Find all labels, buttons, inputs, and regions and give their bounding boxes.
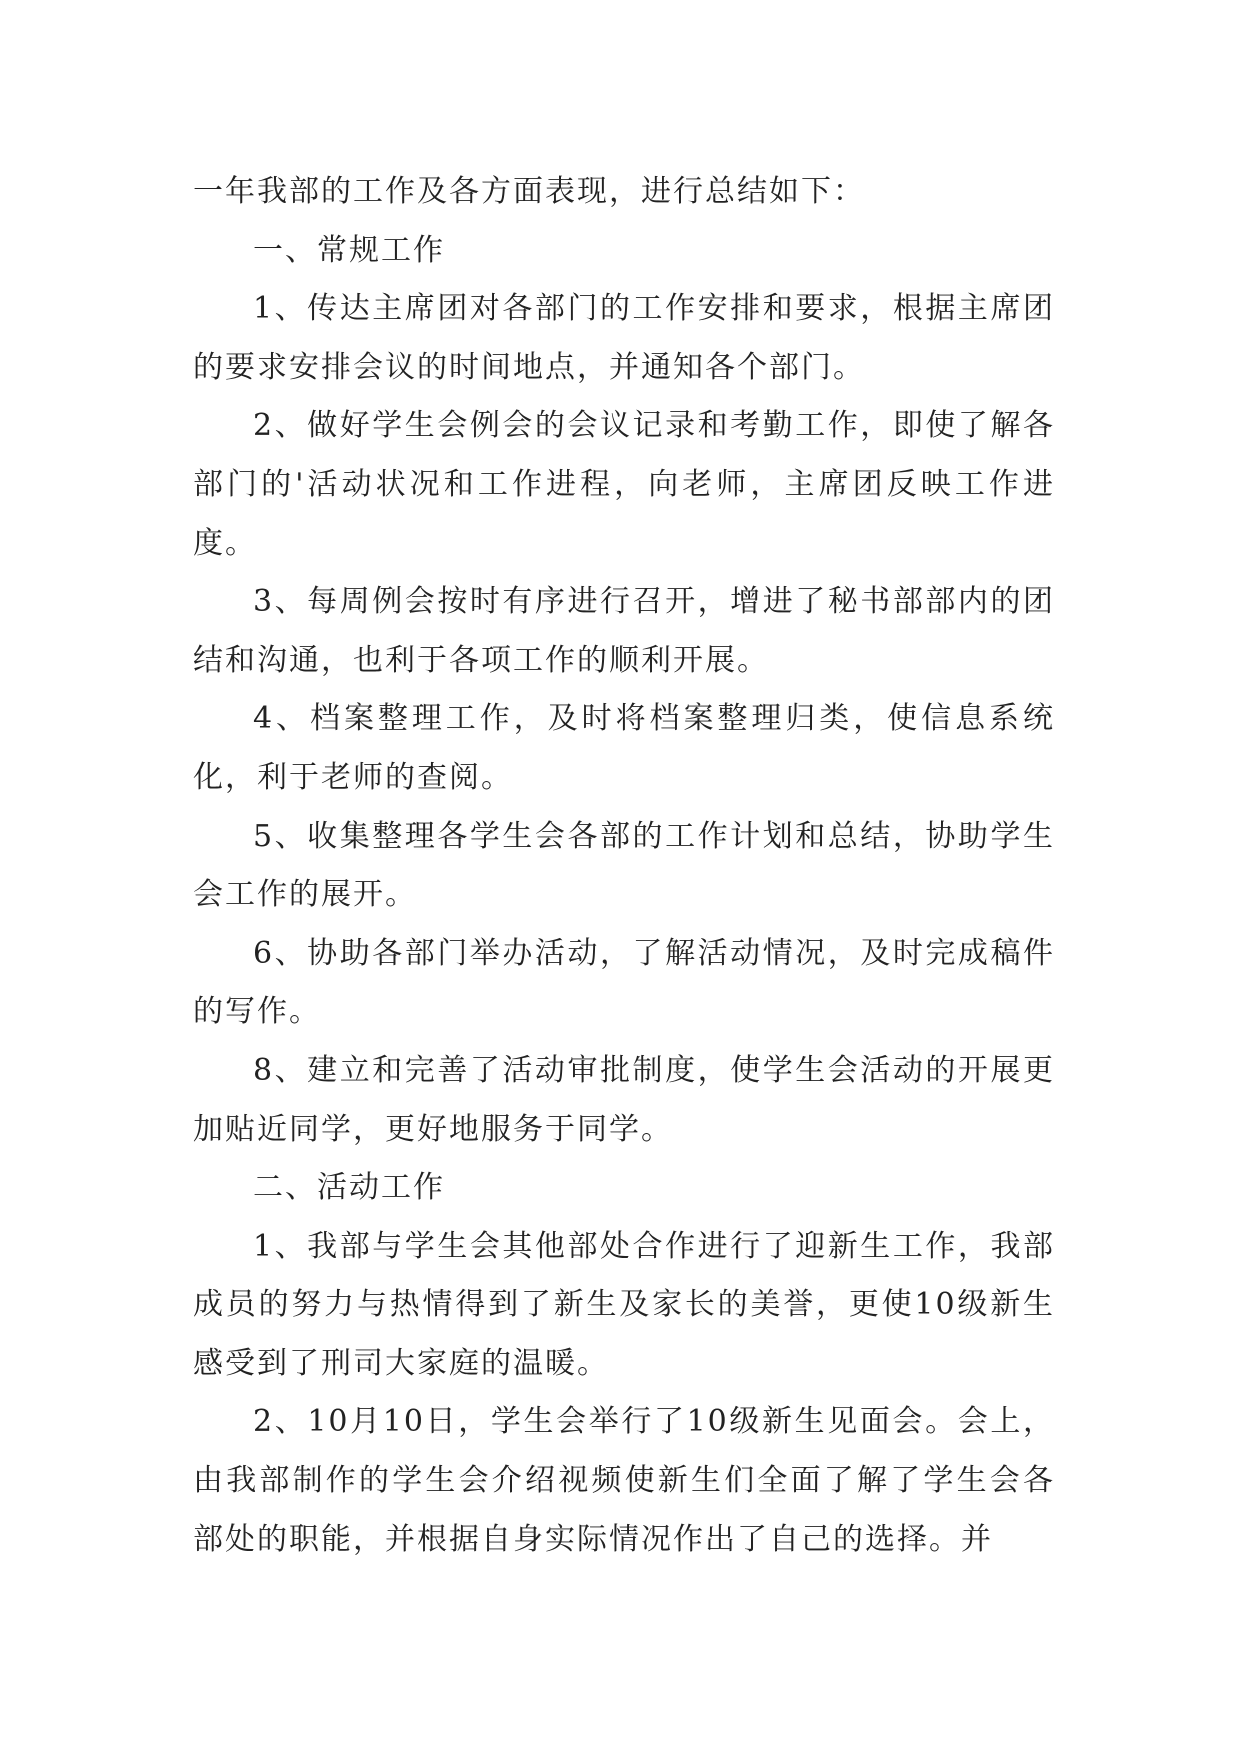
paragraph-routine-5: 5、收集整理各学生会各部的工作计划和总结，协助学生会工作的展开。	[193, 818, 1055, 913]
paragraph-routine-6: 6、协助各部门举办活动，了解活动情况，及时完成稿件的写作。	[193, 935, 1055, 1030]
paragraph-intro: 一年我部的工作及各方面表现，进行总结如下：	[193, 174, 865, 209]
paragraph-activity-1: 1、我部与学生会其他部处合作进行了迎新生工作，我部成员的努力与热情得到了新生及家长的美誉，更使10级新生感受到了刑司大家庭的温暖。	[193, 1228, 1055, 1381]
paragraph-routine-4: 4、档案整理工作，及时将档案整理归类，使信息系统化，利于老师的查阅。	[193, 701, 1055, 795]
paragraph-activity-2: 2、10月10日，学生会举行了10级新生见面会。会上，由我部制作的学生会介绍视频使新生们全面了解了学生会各部处的职能，并根据自身实际情况作出了自己的选择。并	[193, 1404, 1055, 1557]
paragraph-routine-2: 2、做好学生会例会的会议记录和考勤工作，即使了解各部门的'活动状况和工作进程，向老师，主席团反映工作进度。	[193, 408, 1055, 561]
section-heading-routine-work: 一、常规工作	[253, 232, 445, 268]
paragraph-routine-3: 3、每周例会按时有序进行召开，增进了秘书部部内的团结和沟通，也利于各项工作的顺利开展。	[193, 584, 1055, 678]
paragraph-routine-8: 8、建立和完善了活动审批制度，使学生会活动的开展更加贴近同学，更好地服务于同学。	[193, 1052, 1055, 1147]
document-body	[193, 163, 1055, 1569]
paragraph-routine-1: 1、传达主席团对各部门的工作安排和要求，根据主席团的要求安排会议的时间地点，并通知各个部门。	[193, 291, 1055, 385]
section-heading-activity-work: 二、活动工作	[253, 1170, 445, 1206]
